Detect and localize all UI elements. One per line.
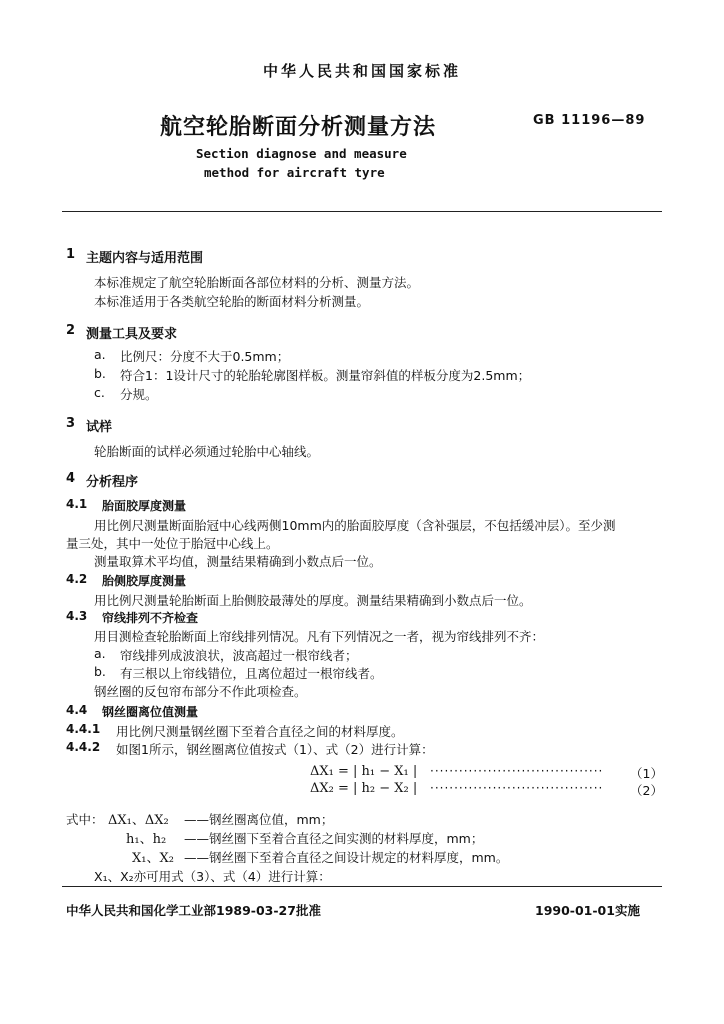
item-2c-text: 分规。 (120, 387, 158, 402)
title-divider (62, 211, 662, 212)
document-title-cn: 航空轮胎断面分析测量方法 (160, 115, 437, 140)
section-1-number: 1 (66, 247, 76, 262)
subsection-4-1-title: 胎面胶厚度测量 (102, 499, 187, 513)
where-desc-2: ——钢丝圈下至着合直径之间实测的材料厚度，mm； (184, 831, 484, 846)
section-1-para-2: 本标准适用于各类航空轮胎的断面材料分析测量。 (94, 294, 370, 309)
subsection-4-1-para-3: 测量取算术平均值，测量结果精确到小数点后一位。 (94, 554, 382, 569)
footer-effective-date: 1990-01-01实施 (535, 903, 640, 918)
where-lead: 式中： (66, 812, 104, 827)
item-2b-label: b. (94, 366, 106, 381)
footer-divider (62, 886, 662, 887)
subsection-4-4-title: 钢丝圈离位值测量 (102, 705, 199, 719)
where-symbol-1: ΔX₁、ΔX₂ (108, 813, 169, 828)
section-2-title: 测量工具及要求 (86, 327, 178, 342)
subsection-4-2-para-1: 用比例尺测量轮胎断面上胎侧胶最薄处的厚度。测量结果精确到小数点后一位。 (94, 593, 532, 608)
subsection-4-4-1-text: 用比例尺测量钢丝圈下至着合直径之间的材料厚度。 (116, 724, 404, 739)
formula-1: ΔX₁ = | h₁ − X₁ | (310, 764, 418, 779)
item-2b-text: 符合1：1设计尺寸的轮胎轮廓图样板。测量帘斜值的样板分度为2.5mm； (120, 368, 531, 383)
standard-header: 中华人民共和国国家标准 (262, 62, 461, 80)
section-4-number: 4 (66, 471, 76, 486)
document-title-en-line2: method for aircraft tyre (204, 165, 385, 180)
subsection-4-2-title: 胎侧胶厚度测量 (102, 574, 187, 588)
standard-code: GB 11196—89 (533, 113, 646, 128)
document-title-en-line1: Section diagnose and measure (196, 146, 407, 161)
formula-2: ΔX₂ = | h₂ − X₂ | (310, 781, 418, 796)
item-4-3b-label: b. (94, 664, 106, 679)
section-3-para-1: 轮胎断面的试样必须通过轮胎中心轴线。 (94, 444, 320, 459)
subsection-4-3-title: 帘线排列不齐检查 (102, 611, 199, 625)
section-3-title: 试样 (86, 420, 113, 435)
subsection-4-3-para-1: 用目测检查轮胎断面上帘线排列情况。凡有下列情况之一者，视为帘线排列不齐： (94, 629, 545, 644)
item-4-3a-text: 帘线排列成波浪状，波高超过一根帘线者； (120, 648, 358, 663)
section-1-title: 主题内容与适用范围 (86, 251, 204, 266)
where-line-4: X₁、X₂亦可用式（3）、式（4）进行计算： (94, 869, 331, 884)
subsection-4-3-para-2: 钢丝圈的反包帘布部分不作此项检查。 (94, 684, 307, 699)
subsection-4-4-2-number: 4.4.2 (66, 740, 101, 754)
subsection-4-4-2-text: 如图1所示，钢丝圈离位值按式（1）、式（2）进行计算： (116, 742, 434, 757)
where-symbol-2: h₁、h₂ (126, 832, 167, 847)
footer-approval: 中华人民共和国化学工业部1989-03-27批准 (66, 903, 321, 918)
subsection-4-4-1-number: 4.4.1 (66, 722, 101, 736)
item-2a-text: 比例尺：分度不大于0.5mm； (120, 349, 290, 364)
subsection-4-4-number: 4.4 (66, 703, 88, 717)
formula-2-number: （2） (630, 783, 663, 798)
subsection-4-1-number: 4.1 (66, 497, 88, 511)
item-4-3b-text: 有三根以上帘线错位，且离位超过一根帘线者。 (120, 666, 383, 681)
item-2a-label: a. (94, 347, 106, 362)
where-desc-3: ——钢丝圈下至着合直径之间设计规定的材料厚度，mm。 (184, 850, 509, 865)
section-2-number: 2 (66, 323, 76, 338)
item-4-3a-label: a. (94, 646, 106, 661)
where-desc-1: ——钢丝圈离位值，mm； (184, 812, 334, 827)
subsection-4-2-number: 4.2 (66, 572, 88, 586)
section-4-title: 分析程序 (86, 475, 139, 490)
section-1-para-1: 本标准规定了航空轮胎断面各部位材料的分析、测量方法。 (94, 275, 420, 290)
subsection-4-1-para-2: 量三处，其中一处位于胎冠中心线上。 (66, 536, 279, 551)
formula-1-leader: ···································· (430, 764, 604, 778)
subsection-4-3-number: 4.3 (66, 609, 88, 623)
formula-1-number: （1） (630, 766, 663, 781)
subsection-4-1-para-1: 用比例尺测量断面胎冠中心线两侧10mm内的胎面胶厚度（含补强层，不包括缓冲层）。至少测 (94, 518, 616, 533)
where-symbol-3: X₁、X₂ (132, 851, 174, 866)
item-2c-label: c. (94, 385, 105, 400)
formula-2-leader: ···································· (430, 781, 604, 795)
section-3-number: 3 (66, 416, 76, 431)
